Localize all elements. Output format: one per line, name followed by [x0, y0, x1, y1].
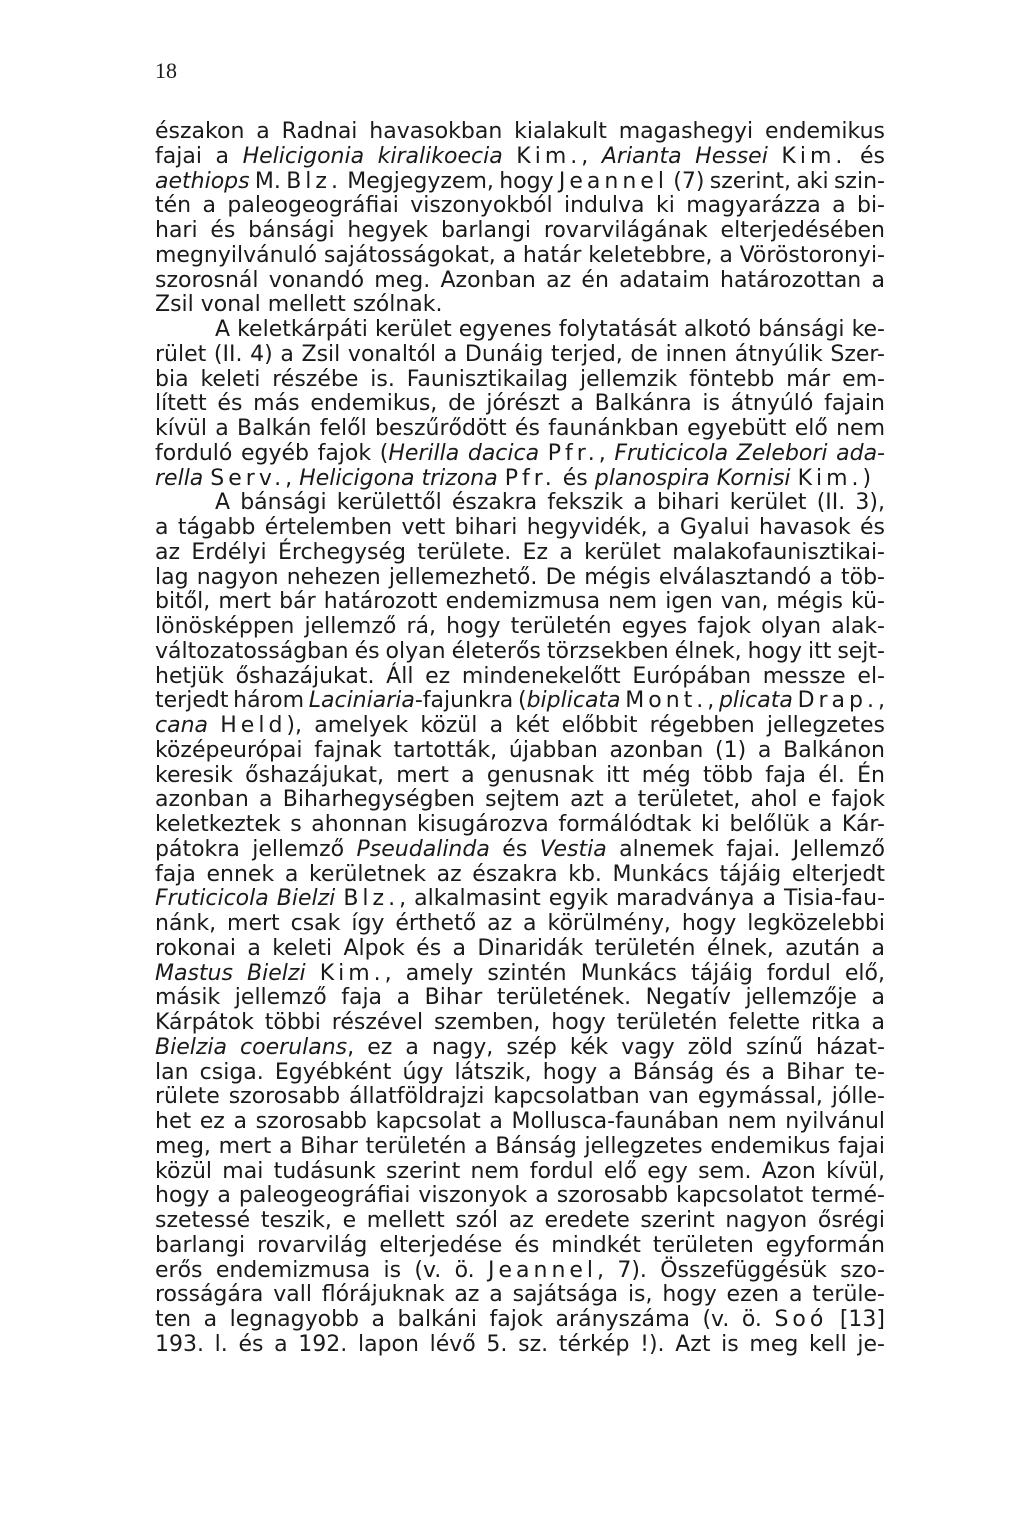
italic-text: Laciniaria	[308, 688, 415, 714]
text-run: , 7). Összefüggésük szo-	[597, 1257, 885, 1283]
text-run: forduló egyéb fajok (	[155, 440, 389, 466]
text-line	[155, 764, 885, 789]
text-run: , alkalmasint egyik maradványa a Tisia-fau-	[399, 886, 886, 912]
text-line	[155, 194, 885, 219]
text-run: meg, mert a Bihar területén a Bánság jellegzetes endemikus fajai	[155, 1133, 885, 1159]
text-line	[155, 170, 885, 195]
text-run: (7) szerint, aki szin-	[667, 168, 885, 194]
text-run: és	[489, 836, 540, 862]
text-line	[155, 1061, 885, 1086]
spaced-name: Blz.	[343, 886, 400, 912]
text-line	[155, 1308, 885, 1333]
spaced-name: Kim.	[797, 465, 863, 491]
spaced-name: Jeannel	[558, 168, 668, 194]
text-run: barlangi rovarvilág elterjedése és mindkét területen egyformán	[155, 1232, 885, 1258]
text-run: keresik őshazájukat, mert a genusnak itt még több faja él. Én	[155, 762, 885, 788]
text-run: tén a paleogeográfiai viszonyokból indulva ki magyarázza a bi-	[155, 193, 885, 219]
text-run: rokonai a keleti Alpok és a Dinaridák területén élnek, azután a	[155, 935, 885, 961]
text-line	[155, 293, 885, 318]
text-run: bitől, mert bár határozott endemizmusa nem igen van, mégis kü-	[155, 589, 885, 615]
text-run: het ez a szorosabb kapcsolat a Mollusca-faunában nem nyilvánul	[155, 1109, 885, 1134]
italic-text: Arianta Hessei	[601, 143, 768, 169]
spaced-name: Blz.	[286, 168, 342, 194]
text-run: szetessé teszik, e mellett szól az eredete szerint nagyon ősrégi	[155, 1208, 885, 1233]
text-run: északon a Radnai havasokban kialakult magashegyi endemikus	[155, 119, 885, 144]
text-run: Megjegyzem, hogy	[341, 168, 559, 194]
spaced-name: Pfr.	[547, 440, 599, 466]
text-line	[155, 244, 885, 269]
text-run: ten a legnagyobb a balkáni fajok arányszáma (v. ö.	[155, 1307, 775, 1332]
text-line	[155, 1283, 885, 1308]
text-run: és	[555, 465, 595, 491]
text-run: és	[846, 143, 885, 169]
text-line	[155, 1259, 885, 1284]
spaced-name: Drap.	[797, 688, 878, 714]
spaced-name: Pfr.	[504, 465, 556, 491]
spaced-name: Kim.	[319, 960, 385, 986]
text-line	[155, 1085, 885, 1110]
text-line	[155, 863, 885, 888]
text-run: A bánsági kerülettől északra fekszik a bihari kerület (II. 3),	[215, 490, 885, 516]
spaced-name: Mont.	[625, 688, 708, 714]
text-run: ), amelyek közül a két előbbit régebben jellegzetes	[286, 713, 886, 738]
italic-text: Mastus Bielzi	[155, 960, 306, 986]
italic-text: Vestia	[539, 836, 607, 862]
text-run: középeurópai fajnak tartották, újabban azonban (1) a Balkánon	[155, 737, 885, 763]
text-run: )	[862, 465, 872, 491]
text-line	[155, 986, 885, 1011]
text-line	[155, 962, 885, 987]
text-line	[155, 1333, 885, 1358]
text-run: ,	[581, 143, 602, 169]
text-run: ,	[285, 465, 300, 491]
text-run: szorosnál vonandó meg. Azonban az én adataim határozottan a	[155, 267, 885, 293]
text-run	[503, 145, 517, 170]
text-run: , amely szintén Munkács tájáig fordul elő,	[384, 960, 886, 986]
text-line	[155, 1184, 885, 1209]
text-line	[155, 467, 885, 492]
text-line	[155, 739, 885, 764]
text-run: terjedt három	[155, 688, 309, 714]
text-run: Kárpátok többi részével szemben, hogy területén felette ritka a	[155, 1010, 885, 1035]
italic-text: Pseudalinda	[356, 836, 490, 862]
text-line	[155, 269, 885, 294]
text-run: változatosságban és olyan életerős törzsekben élnek, hogy itt sejt-	[155, 638, 885, 664]
text-run: [13]	[827, 1307, 886, 1332]
text-line	[155, 640, 885, 665]
text-run: ,	[707, 688, 719, 714]
text-line	[155, 1135, 885, 1160]
italic-text: Bielzia coerulans	[155, 1034, 348, 1060]
italic-text: Fruticicola Zelebori ada-	[614, 440, 885, 466]
spaced-name: Kim.	[516, 143, 582, 169]
text-line	[155, 689, 885, 714]
text-line	[155, 937, 885, 962]
text-run: rület (II. 4) a Zsil vonaltól a Dunáig terjed, de innen átnyúlik Szer-	[155, 341, 885, 367]
text-run	[306, 962, 320, 987]
text-line	[155, 145, 885, 170]
text-line	[155, 665, 885, 690]
text-run: A keletkárpáti kerület egyenes folytatását alkotó bánsági ke-	[215, 317, 885, 342]
text-run: kívül a Balkán felől beszűrődött és faunánkban egyebütt elő nem	[155, 416, 885, 441]
text-line	[155, 417, 885, 442]
text-line	[155, 1234, 885, 1259]
text-line	[155, 887, 885, 912]
text-run: 193. l. és a 192. lapon lévő 5. sz. térkép !). Azt is meg kell je-	[155, 1331, 885, 1357]
spaced-name: Kim.	[781, 143, 847, 169]
text-line	[155, 491, 885, 516]
italic-text: aethiops	[155, 168, 250, 194]
text-line	[155, 714, 885, 739]
text-run: hogy a paleogeográfiai viszonyok a szorosabb kapcsolatot termé-	[155, 1183, 885, 1209]
text-run: az Erdélyi Érchegység területe. Ez a kerület malakofaunisztikai-	[155, 539, 885, 565]
text-line	[155, 343, 885, 368]
text-line	[155, 1209, 885, 1234]
text-run: ,	[598, 440, 615, 466]
text-run: másik jellemző faja a Bihar területének. Negatív jellemzője a	[155, 985, 885, 1011]
text-line	[155, 120, 885, 145]
italic-text: planospira Kornisi	[594, 465, 791, 491]
page-number: 18	[155, 58, 177, 83]
text-run: bia keleti részébe is. Faunisztikailag jellemzik föntebb már em-	[155, 366, 885, 392]
italic-text: rella	[155, 465, 204, 491]
text-run	[768, 145, 782, 170]
text-line	[155, 590, 885, 615]
spaced-name: Held	[220, 713, 287, 738]
text-run: a tágabb értelemben vett bihari hegyvidék, a Gyalui havasok és	[155, 515, 885, 540]
text-run: azonban a Biharhegységben sejtem azt a területet, ahol e fajok	[155, 787, 885, 813]
text-run: erős endemizmusa is (v. ö.	[155, 1257, 488, 1283]
text-line	[155, 813, 885, 838]
text-run	[539, 442, 548, 467]
text-run: -fajunkra (	[414, 688, 527, 714]
italic-text: plicata	[718, 688, 793, 714]
text-line	[155, 541, 885, 566]
text-run: lített és más endemikus, de jórészt a Balkánra is átnyúló fajain	[155, 391, 885, 417]
text-run: lönösképpen jellemző rá, hogy területén egyes fajok olyan alak-	[155, 614, 885, 639]
text-run	[203, 467, 210, 492]
text-run: pátokra jellemző	[155, 836, 357, 862]
text-run	[498, 467, 505, 492]
spaced-name: Jeannel	[488, 1257, 598, 1283]
text-line	[155, 368, 885, 393]
text-run	[208, 714, 220, 739]
text-line	[155, 392, 885, 417]
text-line	[155, 442, 885, 467]
body-text	[155, 120, 885, 1358]
text-line	[155, 615, 885, 640]
spaced-name: Serv.	[210, 465, 286, 491]
spaced-name: Soó	[774, 1307, 828, 1332]
text-run	[335, 887, 343, 912]
italic-text: Helicigona trizona	[299, 465, 498, 491]
text-run: lan csiga. Egyébként úgy látszik, hogy a Bánság és a Bihar te-	[155, 1059, 885, 1085]
text-run: faja ennek a kerületnek az északra kb. Munkács tájáig elterjedt	[155, 861, 885, 887]
italic-text: Fruticicola Bielzi	[155, 886, 336, 912]
text-line	[155, 788, 885, 813]
text-line	[155, 912, 885, 937]
text-line	[155, 516, 885, 541]
text-run: megnyilvánuló sajátosságokat, a határ keletebbre, a Vöröstoronyi-	[155, 242, 885, 268]
text-run: lag nagyon nehezen jellemezhető. De mégis elválasztandó a töb-	[155, 564, 885, 590]
text-run: hari és bánsági hegyek barlangi rovarvilágának elterjedésében	[155, 218, 885, 243]
text-line	[155, 1011, 885, 1036]
text-line	[155, 1036, 885, 1061]
text-run: fajai a	[155, 143, 243, 169]
text-run: M.	[249, 168, 287, 194]
text-run: ,	[878, 688, 885, 714]
text-run: Zsil vonal mellett szólnak.	[155, 292, 443, 318]
text-run: hetjük őshazájukat. Áll ez mindenekelőtt Európában messze el-	[155, 663, 885, 689]
text-run: rosságára vall flórájuknak az a sajátsága is, hogy ezen a terüle-	[155, 1282, 885, 1308]
text-run: keletkeztek s ahonnan kisugározva formálódtak ki belőlük a Kár-	[155, 812, 885, 837]
text-line	[155, 219, 885, 244]
italic-text: biplicata	[526, 688, 621, 714]
text-line	[155, 1160, 885, 1185]
text-line	[155, 318, 885, 343]
text-run: közül mai tudásunk szerint nem fordul elő egy sem. Azon kívül,	[155, 1158, 885, 1184]
text-line	[155, 1110, 885, 1135]
text-run: alnemek fajai. Jellemző	[606, 836, 885, 862]
text-line	[155, 838, 885, 863]
italic-text: Helicigonia kiralikoecia	[242, 143, 503, 169]
italic-text: cana	[155, 713, 209, 738]
text-line	[155, 566, 885, 591]
text-run: , ez a nagy, szép kék vagy zöld színű házat-	[347, 1034, 885, 1060]
text-run: rülete szorosabb állatföldrajzi kapcsolatban van egymással, jólle-	[155, 1084, 885, 1110]
text-run	[791, 467, 798, 492]
text-run: nánk, mert csak így érthető az a körülmény, hogy legközelebbi	[155, 911, 885, 936]
italic-text: Herilla dacica	[388, 440, 540, 466]
